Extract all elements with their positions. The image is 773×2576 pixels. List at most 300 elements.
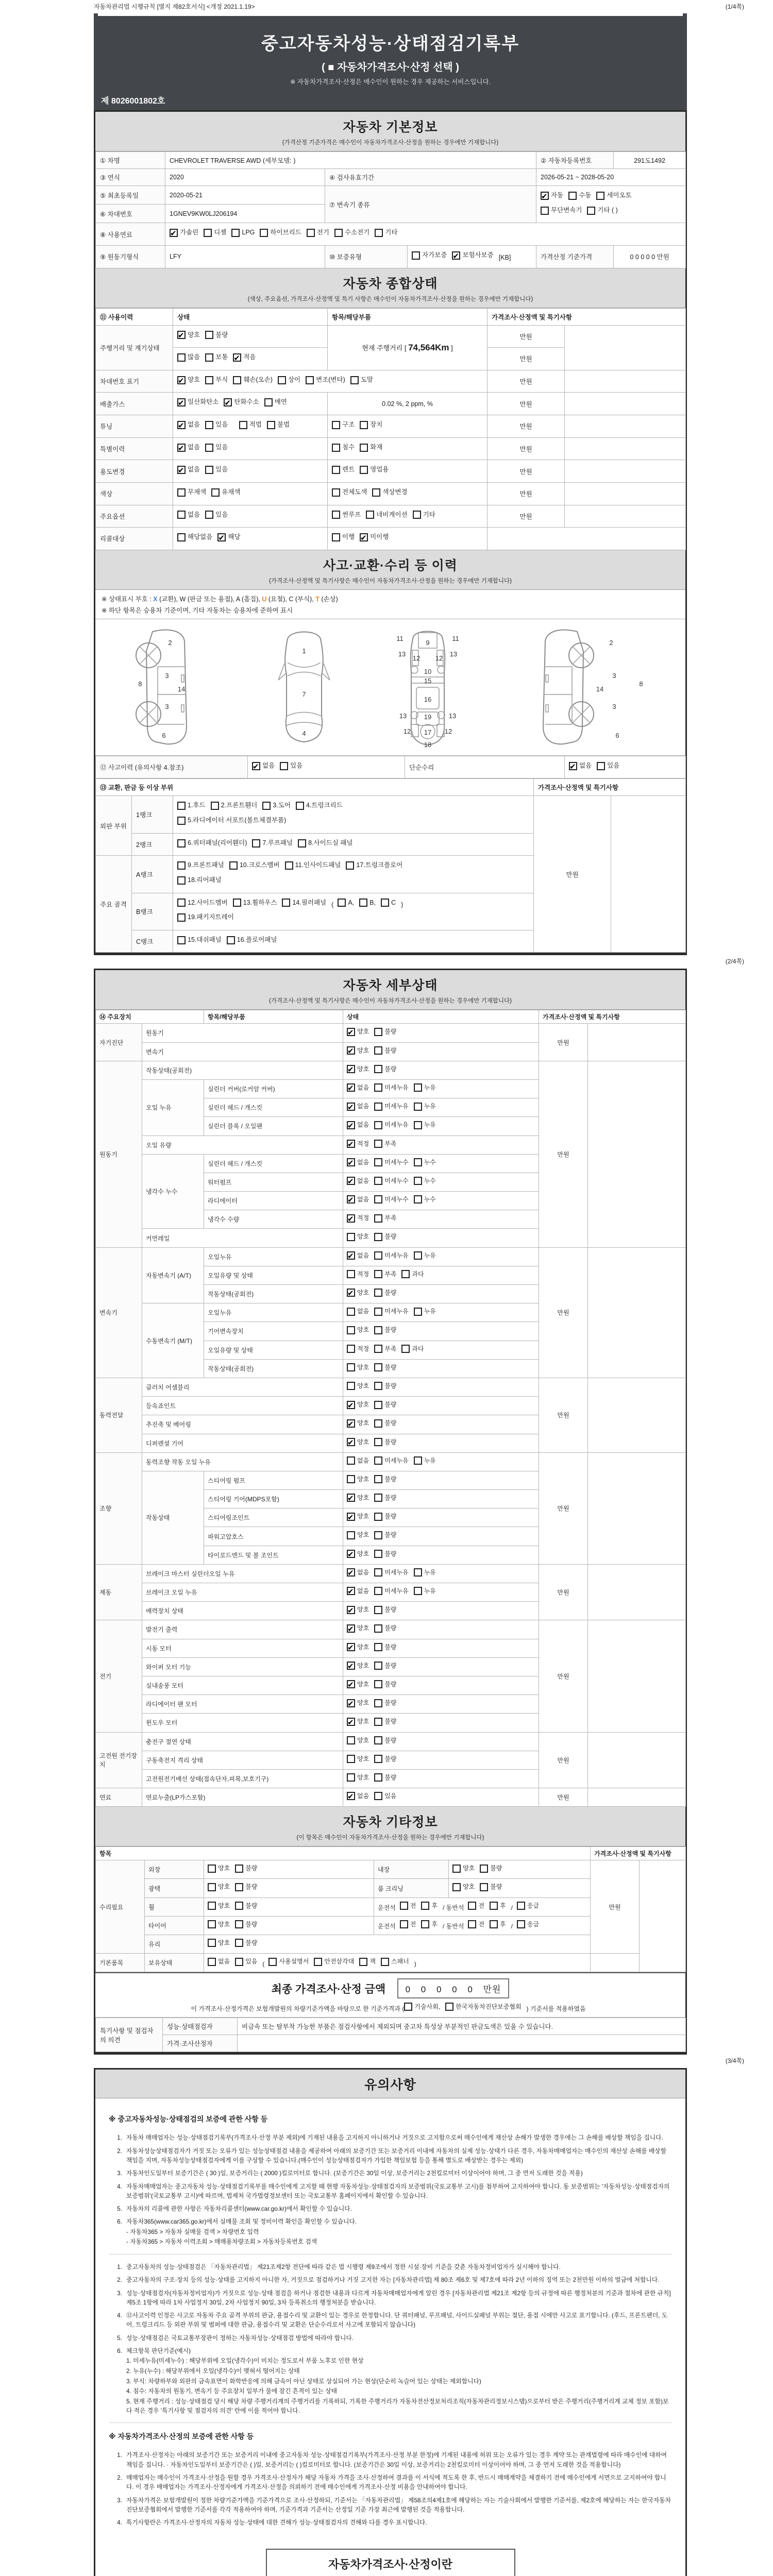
checkbox-전[interactable] <box>400 1919 416 1930</box>
checkbox-양호[interactable] <box>347 1473 369 1485</box>
checkbox-label: 전기 <box>316 229 329 236</box>
checkbox-부족[interactable] <box>374 1343 396 1355</box>
checkbox-group-text: ) <box>400 901 404 909</box>
checkbox-후[interactable] <box>421 1900 438 1912</box>
checkbox-없음[interactable] <box>347 1306 369 1317</box>
checkbox-불법[interactable] <box>267 419 290 431</box>
checkbox-누유[interactable] <box>414 1119 436 1131</box>
unchecked-checkbox-icon <box>366 511 374 519</box>
checked-checkbox-icon <box>347 1289 355 1297</box>
checkbox-label: 불량 <box>384 1680 397 1688</box>
checkbox-전체도색[interactable] <box>332 486 367 499</box>
notice-item <box>109 2217 672 2226</box>
checkbox-불량[interactable] <box>374 1772 396 1784</box>
unchecked-checkbox-icon <box>177 817 186 825</box>
checkbox-label: 없음 <box>357 1251 369 1259</box>
checkbox-18.리어패널[interactable] <box>177 874 222 887</box>
checkbox-양호[interactable] <box>208 1919 230 1930</box>
value-cell <box>588 1061 686 1247</box>
checkbox-가솔린[interactable] <box>170 227 198 239</box>
checkbox-5.라디에이터 서포트(볼트체결부품)[interactable] <box>177 815 286 827</box>
checkbox-안전삼각대[interactable] <box>314 1956 354 1968</box>
checkbox-10.크로스멤버[interactable] <box>229 859 280 872</box>
checkbox-불량[interactable] <box>374 1492 396 1504</box>
checkbox-label: 누수 <box>424 1158 436 1166</box>
checkbox-불량[interactable] <box>374 1380 396 1392</box>
checkbox-group-text: ) 기준서를 적용하였음 <box>526 2005 586 2013</box>
checkbox-양호[interactable] <box>347 1417 369 1429</box>
notice-item-text: 중고자동차의 구조·장치 등의 성능·상태를 고지하지 아니한 자, 거짓으로 점검하거나 거짓 고지한 자는 [자동차관리법] 제 80조 제6호 및 제7호에 따라 2년 이하의 징역 또는 2천만원 이하의 벌금에 처합니다. <box>126 2276 660 2284</box>
checkbox-있음[interactable] <box>205 442 228 454</box>
checkbox-화재[interactable] <box>360 442 382 454</box>
checkbox-양호[interactable] <box>452 1862 475 1874</box>
checkbox-label: 양호 <box>357 1233 369 1241</box>
checkbox-미이행[interactable] <box>360 531 389 544</box>
checkbox-기타 ( )[interactable] <box>587 205 617 217</box>
checkbox-있음[interactable] <box>374 1790 396 1802</box>
checkbox-불량[interactable] <box>374 1511 396 1522</box>
unchecked-checkbox-icon <box>568 192 577 200</box>
checkbox-부족[interactable] <box>374 1138 396 1150</box>
unchecked-checkbox-icon <box>374 1680 382 1688</box>
checkbox-미세누수[interactable] <box>374 1194 408 1206</box>
checkbox-양호[interactable] <box>347 1735 369 1747</box>
checkbox-렌트[interactable] <box>332 464 355 476</box>
checkbox-불량[interactable] <box>374 1399 396 1411</box>
label-cell: 수리필요 <box>96 1860 145 1954</box>
checkbox-양호[interactable] <box>347 1511 369 1522</box>
checkbox-없음[interactable] <box>347 1194 369 1206</box>
checkbox-적정[interactable] <box>347 1343 369 1355</box>
checkbox-없음[interactable] <box>347 1455 369 1467</box>
checkbox-미세누유[interactable] <box>374 1250 408 1262</box>
checkbox-영업용[interactable] <box>360 464 389 476</box>
checkbox-양호[interactable] <box>347 1492 369 1504</box>
checkbox-상이[interactable] <box>278 374 300 386</box>
checkbox-양호[interactable] <box>347 1772 369 1784</box>
checkbox-양호[interactable] <box>347 1548 369 1560</box>
checkbox-불량[interactable] <box>374 1622 396 1634</box>
checkbox-없음[interactable] <box>347 1175 369 1187</box>
checkbox-불량[interactable] <box>374 1026 396 1038</box>
checkbox-응급[interactable] <box>517 1919 539 1930</box>
checkbox-불량[interactable] <box>374 1716 396 1727</box>
checkbox-하이브리드[interactable] <box>260 227 301 239</box>
checkbox-17.트렁크플로어[interactable] <box>346 859 402 872</box>
checkbox-양호[interactable] <box>177 374 200 386</box>
checkbox-많음[interactable] <box>177 351 200 364</box>
checkbox-누유[interactable] <box>414 1306 436 1317</box>
checkbox-적정[interactable] <box>347 1212 369 1224</box>
checkbox-부식[interactable] <box>205 374 228 386</box>
checkbox-무단변속기[interactable] <box>541 205 582 217</box>
checkbox-없음[interactable] <box>177 464 200 476</box>
checkbox-있음[interactable] <box>205 419 228 431</box>
checkbox-9.프론트패널[interactable] <box>177 859 224 872</box>
checkbox-양호[interactable] <box>347 1622 369 1634</box>
checkbox-있음[interactable] <box>235 1956 257 1968</box>
checkbox-group-text: [KB] <box>498 253 511 261</box>
checkbox-cell <box>165 223 686 246</box>
checkbox-label: 자동 <box>551 192 564 199</box>
checkbox-양호[interactable] <box>347 1380 369 1392</box>
checkbox-양호[interactable] <box>347 1604 369 1616</box>
checkbox-색상변경[interactable] <box>372 486 407 499</box>
checkbox-구조[interactable] <box>332 419 355 431</box>
checkbox-불량[interactable] <box>205 329 228 342</box>
checkbox-14.필러패널[interactable] <box>282 897 326 909</box>
legend-segment: (손상) <box>319 595 338 603</box>
checkbox-양호[interactable] <box>347 1362 369 1374</box>
checkbox-후[interactable] <box>421 1919 438 1930</box>
checkbox-13.휠하우스[interactable] <box>233 897 277 909</box>
checkbox-미세누수[interactable] <box>374 1175 408 1187</box>
label-cell: ⑦ 변속기 종류 <box>325 186 536 223</box>
checkbox-불량[interactable] <box>374 1660 396 1672</box>
checkbox-없음[interactable] <box>347 1157 369 1168</box>
checkbox-수소전기[interactable] <box>334 227 369 239</box>
checkbox-양호[interactable] <box>208 1900 230 1912</box>
checkbox-불량[interactable] <box>374 1045 396 1057</box>
checkbox-누유[interactable] <box>414 1567 436 1579</box>
checkbox-label: 있음 <box>384 1792 397 1800</box>
checkbox-이행[interactable] <box>332 531 355 544</box>
unchecked-checkbox-icon <box>374 1550 382 1558</box>
checkbox-누수[interactable] <box>414 1157 436 1168</box>
checkbox-기타[interactable] <box>413 509 435 521</box>
checkbox-없음[interactable] <box>347 1250 369 1262</box>
checkbox-없음[interactable] <box>177 509 200 521</box>
checked-checkbox-icon <box>360 533 368 541</box>
checkbox-불량[interactable] <box>374 1529 396 1541</box>
value-cell: 실린더 헤드 / 개스킷 <box>204 1098 343 1117</box>
checkbox-기타[interactable] <box>375 227 397 239</box>
checkbox-불량[interactable] <box>235 1919 257 1930</box>
checkbox-수동[interactable] <box>568 190 591 202</box>
checkbox-label: 수소전기 <box>344 229 370 236</box>
checkbox-불량[interactable] <box>374 1697 396 1709</box>
checkbox-cell <box>343 1732 539 1751</box>
checked-checkbox-icon <box>347 1251 355 1260</box>
checkbox-변조(변타)[interactable] <box>306 374 345 386</box>
checkbox-적음[interactable] <box>233 351 256 364</box>
checkbox-불량[interactable] <box>235 1881 257 1893</box>
checkbox-누유[interactable] <box>414 1455 436 1467</box>
checkbox-B,[interactable] <box>359 897 376 909</box>
checkbox-11.인사이드패널[interactable] <box>285 859 341 872</box>
checkbox-양호[interactable] <box>347 1436 369 1448</box>
checkbox-4.트렁크리드[interactable] <box>296 800 343 812</box>
checkbox-보통[interactable] <box>205 351 228 364</box>
checkbox-불량[interactable] <box>374 1436 396 1448</box>
checkbox-무채색[interactable] <box>177 486 206 499</box>
checkbox-label: 없음 <box>262 761 275 769</box>
page-number-1: (1/4쪽) <box>725 3 744 10</box>
checkbox-label: 3.도어 <box>273 802 291 809</box>
checkbox-group-text: ( <box>331 901 334 909</box>
checkbox-없음[interactable] <box>347 1082 369 1094</box>
checkbox-누유[interactable] <box>414 1082 436 1094</box>
checkbox-후[interactable] <box>490 1900 506 1912</box>
checkbox-불량[interactable] <box>374 1063 396 1075</box>
checkbox-응급[interactable] <box>517 1900 539 1912</box>
checkbox-불량[interactable] <box>374 1362 396 1374</box>
checkbox-없음[interactable] <box>177 442 200 454</box>
unchecked-checkbox-icon <box>374 1587 382 1595</box>
checked-checkbox-icon <box>347 1606 355 1614</box>
checkbox-양호[interactable] <box>208 1862 230 1874</box>
checkbox-양호[interactable] <box>347 1287 369 1299</box>
checkbox-양호[interactable] <box>347 1641 369 1653</box>
checkbox-C[interactable] <box>381 897 396 909</box>
unchecked-checkbox-icon <box>282 899 290 907</box>
checkbox-group <box>347 1622 401 1636</box>
checkbox-15.대쉬패널[interactable] <box>177 934 222 946</box>
panel-number-label: 2 <box>609 638 613 647</box>
label-cell: 용도변경 <box>96 460 173 483</box>
checkbox-16.플로어패널[interactable] <box>227 934 277 946</box>
checkbox-미세누유[interactable] <box>374 1100 408 1112</box>
checkbox-누유[interactable] <box>414 1250 436 1262</box>
checkbox-group <box>347 1306 441 1319</box>
checkbox-전[interactable] <box>468 1919 484 1930</box>
checkbox-네비게이션[interactable] <box>366 509 407 521</box>
checkbox-label: 잭 <box>369 1958 376 1965</box>
report-subtitle: ( ■ 자동차가격조사·산정 선택 ) <box>322 62 459 73</box>
checked-checkbox-icon <box>177 398 186 406</box>
checkbox-없음[interactable] <box>347 1790 369 1802</box>
checkbox-스패너[interactable] <box>381 1956 409 1968</box>
label-cell: 조향 <box>96 1452 142 1564</box>
checkbox-6.쿼터패널(리어휀더)[interactable] <box>177 837 247 850</box>
checkbox-한국자동차진단보증협회[interactable] <box>445 2003 522 2011</box>
checkbox-있음[interactable] <box>205 509 228 521</box>
checkbox-전[interactable] <box>468 1900 484 1912</box>
checkbox-없음[interactable] <box>252 760 275 772</box>
checkbox-디젤[interactable] <box>204 227 226 239</box>
checkbox-썬루프[interactable] <box>332 509 361 521</box>
checkbox-잭[interactable] <box>359 1956 376 1968</box>
unchecked-checkbox-icon <box>414 1083 422 1092</box>
checkbox-양호[interactable] <box>347 1753 369 1765</box>
checkbox-label: 불량 <box>384 1326 397 1334</box>
checked-checkbox-icon <box>347 1065 355 1073</box>
checkbox-group <box>404 2003 590 2012</box>
checkbox-불량[interactable] <box>374 1417 396 1429</box>
checkbox-양호[interactable] <box>347 1026 369 1038</box>
checkbox-cell <box>204 1935 591 1954</box>
checkbox-도말[interactable] <box>350 374 373 386</box>
checkbox-label: 양호 <box>357 1363 369 1371</box>
checkbox-누수[interactable] <box>414 1194 436 1206</box>
checkbox-기술사회,[interactable] <box>404 2003 440 2011</box>
checkbox-해당없음[interactable] <box>177 531 212 544</box>
checkbox-있음[interactable] <box>597 760 619 772</box>
checkbox-불량[interactable] <box>374 1641 396 1653</box>
checkbox-누유[interactable] <box>414 1100 436 1112</box>
checkbox-미세누유[interactable] <box>374 1306 408 1317</box>
final-price-unit: 만원 <box>483 1985 501 1995</box>
checkbox-불량[interactable] <box>374 1324 396 1336</box>
panel-number-label: 11 <box>451 634 459 642</box>
value-cell <box>588 1788 686 1807</box>
checkbox-해당[interactable] <box>217 531 240 544</box>
checkbox-cell <box>374 1897 591 1916</box>
checkbox-label: LPG <box>242 229 255 236</box>
checkbox-양호[interactable] <box>177 329 200 342</box>
section-basic-header <box>95 112 685 151</box>
unchecked-checkbox-icon <box>306 376 314 384</box>
checkbox-group <box>177 374 378 389</box>
checkbox-미세누유[interactable] <box>374 1119 408 1131</box>
checkbox-적정[interactable] <box>347 1138 369 1150</box>
checkbox-사용설명서[interactable] <box>268 1956 309 1968</box>
checkbox-자동[interactable] <box>541 190 563 202</box>
checkbox-양호[interactable] <box>347 1231 369 1243</box>
checkbox-자가보증[interactable] <box>412 249 447 262</box>
checkbox-cell <box>449 1879 591 1897</box>
checkbox-보험사보증[interactable] <box>452 249 493 262</box>
panel-number-label: 6 <box>615 731 619 739</box>
current-mileage: 현재 주행거리 [ 74,564Km ] <box>362 342 453 352</box>
checkbox-훼손(오손)[interactable] <box>233 374 273 386</box>
checkbox-cell <box>328 505 488 528</box>
checkbox-있음[interactable] <box>280 760 303 772</box>
checkbox-적정[interactable] <box>347 1268 369 1280</box>
section-overall-header <box>95 268 685 308</box>
checkbox-양호[interactable] <box>347 1716 369 1727</box>
checkbox-없음[interactable] <box>177 419 200 431</box>
checkbox-과다[interactable] <box>401 1268 424 1280</box>
checkbox-양호[interactable] <box>347 1529 369 1541</box>
checkbox-label: 불량 <box>490 1883 502 1891</box>
checkbox-불량[interactable] <box>235 1937 257 1949</box>
checkbox-group <box>177 859 408 889</box>
checkbox-미세누유[interactable] <box>374 1082 408 1094</box>
checkbox-label: 양호 <box>357 1680 369 1688</box>
panel-number-label: 3 <box>612 671 616 680</box>
checkbox-침수[interactable] <box>332 442 355 454</box>
checkbox-불량[interactable] <box>480 1862 502 1874</box>
checkbox-없음[interactable] <box>569 760 592 772</box>
unchecked-checkbox-icon <box>347 1308 355 1316</box>
checkbox-불량[interactable] <box>374 1735 396 1747</box>
checkbox-12.사이드멤버[interactable] <box>177 897 228 909</box>
table-row <box>96 1010 686 1024</box>
value-cell: 수동변속기 (M/T) <box>142 1303 204 1378</box>
checkbox-있음[interactable] <box>205 464 228 476</box>
checkbox-없음[interactable] <box>347 1100 369 1112</box>
checkbox-label: 양호 <box>357 1550 369 1557</box>
unchecked-checkbox-icon <box>374 1103 382 1111</box>
checkbox-label: 기타 <box>385 229 398 236</box>
checkbox-group <box>347 1511 401 1524</box>
checkbox-양호[interactable] <box>347 1045 369 1057</box>
checkbox-19.패키지트레이[interactable] <box>177 911 234 924</box>
notice-sub-item: - 자동차365 > 자동차 이력조회 > 매매용차량조회 > 자동차등록번호 검색 <box>126 2238 317 2246</box>
checkbox-group <box>347 1697 401 1711</box>
checkbox-과다[interactable] <box>401 1343 424 1355</box>
checkbox-없음[interactable] <box>347 1585 369 1597</box>
checkbox-미세누수[interactable] <box>374 1157 408 1168</box>
checkbox-group <box>332 509 441 524</box>
checkbox-불량[interactable] <box>374 1287 396 1299</box>
checkbox-양호[interactable] <box>347 1399 369 1411</box>
checkbox-미세누유[interactable] <box>374 1455 408 1467</box>
checkbox-8.사이드실 패널[interactable] <box>298 837 352 850</box>
checkbox-유채색[interactable] <box>211 486 240 499</box>
checkbox-3.도어[interactable] <box>262 800 291 812</box>
checkbox-양호[interactable] <box>208 1881 230 1893</box>
checkbox-label: 후 <box>431 1920 438 1928</box>
unchecked-checkbox-icon <box>374 1513 382 1521</box>
checkbox-일산화탄소[interactable] <box>177 396 219 409</box>
checkbox-매연[interactable] <box>264 396 287 409</box>
checkbox-양호[interactable] <box>347 1660 369 1672</box>
value-cell: 2020 <box>165 169 325 186</box>
checkbox-불량[interactable] <box>374 1231 396 1243</box>
checkbox-7.루프패널[interactable] <box>252 837 293 850</box>
checkbox-없음[interactable] <box>347 1567 369 1579</box>
checkbox-세미오토[interactable] <box>596 190 631 202</box>
checkbox-후[interactable] <box>490 1919 506 1930</box>
checkbox-전기[interactable] <box>307 227 329 239</box>
checkbox-양호[interactable] <box>347 1063 369 1075</box>
checkbox-미세누유[interactable] <box>374 1585 408 1597</box>
checkbox-group-text: / 동반석 <box>442 1923 464 1930</box>
checkbox-없음[interactable] <box>208 1956 230 1968</box>
checkbox-불량[interactable] <box>374 1753 396 1765</box>
checkbox-누유[interactable] <box>414 1585 436 1597</box>
checkbox-적법[interactable] <box>239 419 262 431</box>
checkbox-불량[interactable] <box>374 1473 396 1485</box>
panel-number-label: 9 <box>425 638 430 647</box>
checkbox-불량[interactable] <box>374 1679 396 1690</box>
checkbox-LPG[interactable] <box>231 227 255 239</box>
checkbox-양호[interactable] <box>347 1679 369 1690</box>
checkbox-장치[interactable] <box>360 419 382 431</box>
checkbox-전[interactable] <box>400 1900 416 1912</box>
checkbox-양호[interactable] <box>347 1697 369 1709</box>
checkbox-label: 부식 <box>215 376 228 383</box>
checkbox-양호[interactable] <box>208 1937 230 1949</box>
checkbox-불량[interactable] <box>480 1881 502 1893</box>
checkbox-미세누유[interactable] <box>374 1567 408 1579</box>
checkbox-불량[interactable] <box>235 1862 257 1874</box>
checkbox-불량[interactable] <box>374 1604 396 1616</box>
label-cell: ⑭ 주요장치 <box>96 1010 204 1024</box>
checkbox-불량[interactable] <box>235 1900 257 1912</box>
checkbox-2.프론트휀더[interactable] <box>211 800 258 812</box>
checked-checkbox-icon <box>224 398 232 406</box>
checkbox-1.후드[interactable] <box>177 800 206 812</box>
checkbox-부족[interactable] <box>374 1212 396 1224</box>
checkbox-누수[interactable] <box>414 1175 436 1187</box>
checkbox-A,[interactable] <box>338 897 354 909</box>
checkbox-탄화수소[interactable] <box>224 396 259 409</box>
value-cell <box>238 2035 686 2052</box>
checkbox-불량[interactable] <box>374 1548 396 1560</box>
checkbox-label: 미세누유 <box>384 1587 409 1595</box>
checkbox-부족[interactable] <box>374 1268 396 1280</box>
checkbox-없음[interactable] <box>347 1119 369 1131</box>
table-row <box>96 415 686 438</box>
checkbox-cell <box>173 460 328 483</box>
checkbox-양호[interactable] <box>452 1881 475 1893</box>
checkbox-label: 응급 <box>527 1902 540 1909</box>
unchecked-checkbox-icon <box>374 1140 382 1148</box>
checkbox-양호[interactable] <box>347 1324 369 1336</box>
